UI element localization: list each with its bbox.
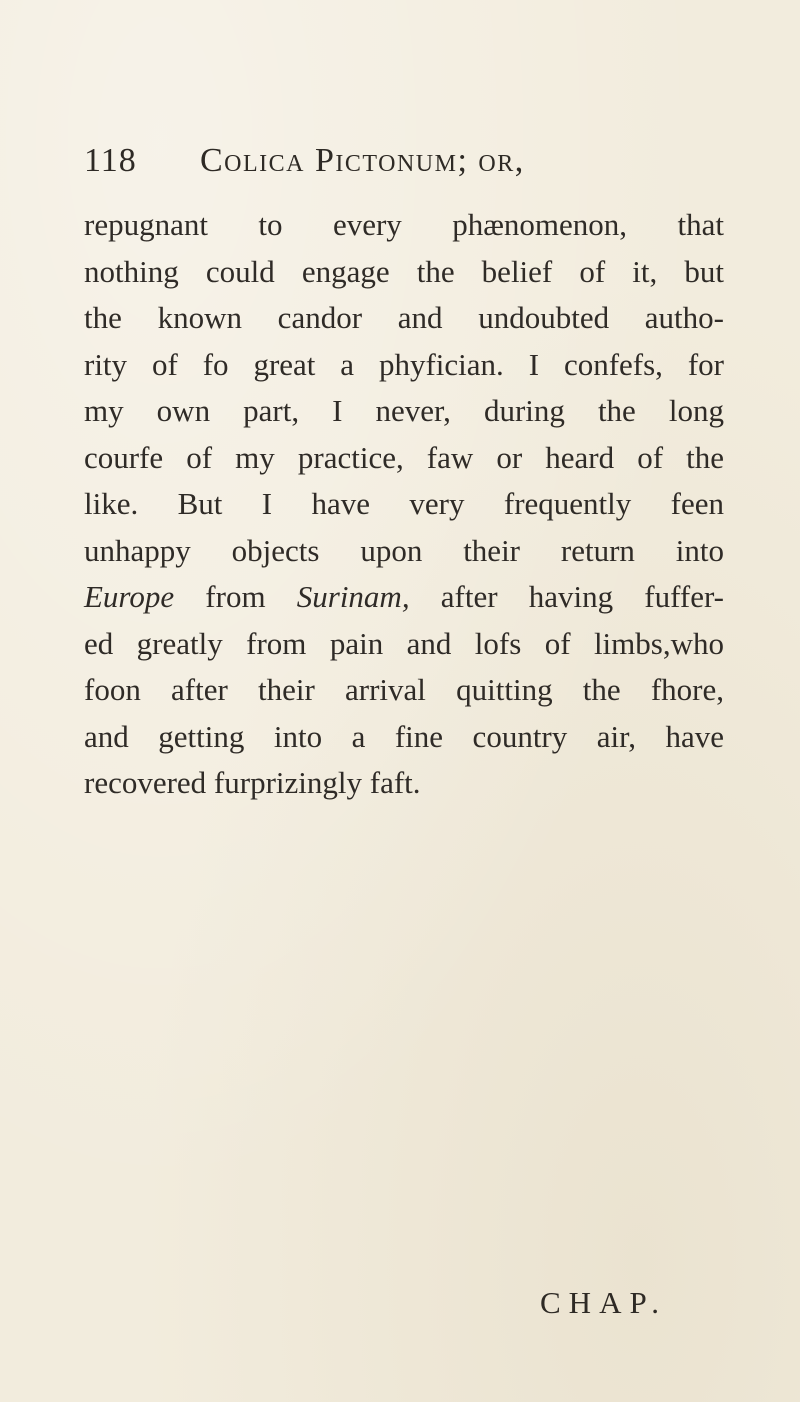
text-fragment: from [174, 579, 297, 614]
text-fragment: after having fuffer- [409, 579, 724, 614]
place-name-europe: Europe [84, 579, 175, 614]
text-line: like. But I have very frequently feen [84, 486, 724, 521]
text-line: unhappy objects upon their return into [84, 532, 724, 568]
page-header [84, 142, 724, 192]
text-line: foon after their arrival quitting the fhore, [84, 672, 724, 707]
text-line: the known candor and undoubted autho- [84, 300, 724, 335]
text-line: nothing could engage the belief of it, but [84, 253, 724, 289]
text-line: my own part, I never, during the long [84, 393, 724, 428]
place-name-surinam: Surinam, [296, 579, 410, 614]
text-line: ed greatly from pain and lofs of limbs,who [84, 625, 724, 661]
body-text [84, 202, 724, 807]
text-line: courfe of my practice, faw or heard of the [84, 439, 724, 475]
text-line: and getting into a fine country air, have [84, 718, 724, 754]
running-head: Colica Pictonum; or, [200, 142, 525, 179]
page-number: 118 [84, 142, 137, 179]
text-line: recovered furprizingly faft. [84, 765, 421, 800]
text-line: repugnant to every phænomenon, that [84, 207, 724, 242]
text-line: rity of fo great a phyfician. I confefs, for [84, 346, 724, 382]
text-line [84, 574, 724, 621]
catchword: CHAP. [540, 1285, 668, 1320]
